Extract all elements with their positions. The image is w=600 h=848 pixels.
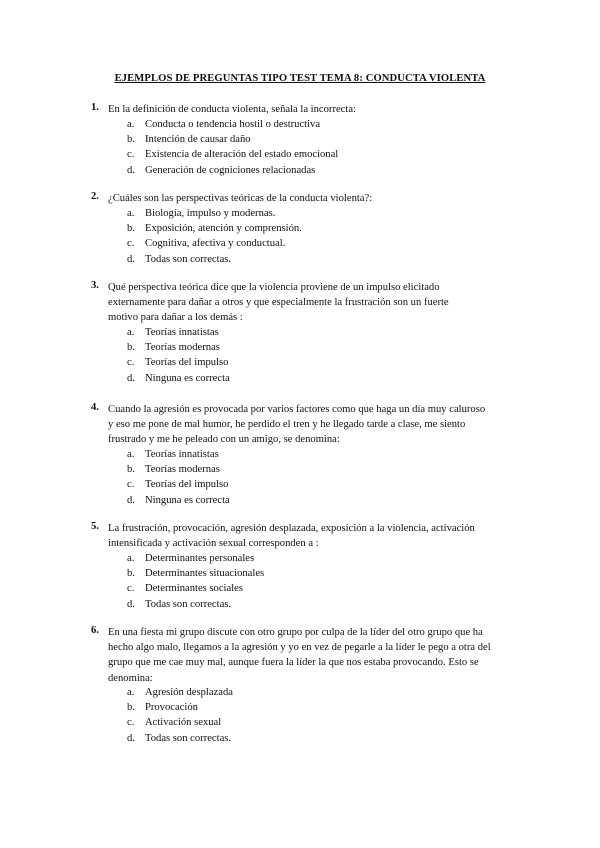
option-letter: c.	[127, 238, 135, 250]
option-text: Activación sexual	[145, 717, 222, 729]
question-text	[108, 625, 533, 686]
option-letter: b.	[127, 223, 135, 235]
question-text	[108, 402, 533, 448]
option-letter: a.	[127, 449, 135, 460]
question-line: y eso me pone de mal humor, he perdido el tren y he llegado tarde a clase, me siento	[108, 419, 466, 431]
option-letter: b.	[127, 464, 135, 476]
question-line: hecho algo malo, llegamos a la agresión y yo en vez de pegarle a la líder le pego a otra del	[108, 642, 491, 654]
question-text	[108, 280, 533, 326]
question-line: En la definición de conducta violenta, señala la incorrecta:	[108, 104, 356, 115]
option-letter: d.	[127, 732, 135, 744]
option-text: Determinantes personales	[145, 553, 255, 564]
option-letter: c.	[127, 149, 135, 161]
question-line: Qué perspectiva teórica dice que la violencia proviene de un impulso elicitado	[108, 282, 440, 293]
question-number: 6.	[91, 625, 99, 636]
option-text: Cognitiva, afectiva y conductual.	[145, 238, 286, 250]
question-line: grupo que me cae muy mal, aunque fuera la líder la que nos estaba provocando. Esto se	[108, 657, 479, 669]
question-line: La frustración, provocación, agresión desplazada, exposición a la violencia, activación	[108, 523, 475, 534]
option-text: Teorías del impulso	[145, 357, 229, 369]
question-number: 5.	[91, 521, 99, 532]
option-text: Exposición, atención y comprensión.	[145, 223, 302, 235]
option-letter: c.	[127, 479, 135, 491]
question-line: externamente para dañar a otros y que especialmente la frustración son un fuerte	[108, 297, 449, 309]
option-letter: a.	[127, 327, 135, 338]
question-line: ¿Cuáles son las perspectivas teóricas de la conducta violenta?:	[108, 193, 373, 204]
option-letter: d.	[127, 253, 135, 265]
option-text: Determinantes sociales	[145, 583, 243, 595]
option-letter: d.	[127, 494, 135, 506]
question-line: frustrado y me he peleado con un amigo, se denomina:	[108, 434, 340, 446]
option-text: Conducta o tendencia hostil o destructiva	[145, 119, 321, 130]
option-letter: a.	[127, 119, 135, 130]
option-text: Teorías del impulso	[145, 479, 229, 491]
question-number: 3.	[91, 280, 99, 291]
option-letter: c.	[127, 357, 135, 369]
option-text: Existencia de alteración del estado emocional	[145, 149, 339, 161]
option-text: Teorías modernas	[145, 464, 220, 476]
option-text: Todas son correctas.	[145, 598, 232, 610]
question-text	[108, 191, 533, 206]
option-letter: b.	[127, 568, 135, 580]
question-number: 2.	[91, 191, 99, 202]
option-letter: a.	[127, 553, 135, 564]
question-line: Cuando la agresión es provocada por varios factores como que haga un día muy caluroso	[108, 404, 486, 415]
document-title: EJEMPLOS DE PREGUNTAS TIPO TEST TEMA 8: CONDUCTA VIOLENTA	[114, 73, 486, 84]
question-number: 4.	[91, 402, 99, 413]
option-letter: c.	[127, 717, 135, 729]
question-line: motivo para dañar a los demás :	[108, 312, 243, 324]
option-text: Ninguna es correcta	[145, 494, 230, 506]
option-text: Teorías modernas	[145, 342, 220, 354]
option-letter: b.	[127, 134, 135, 146]
question-text	[108, 521, 533, 551]
option-letter: b.	[127, 702, 135, 714]
option-text: Provocación	[145, 702, 198, 714]
option-text: Ninguna es correcta	[145, 372, 230, 384]
option-letter: d.	[127, 372, 135, 384]
question-line: denomina:	[108, 672, 153, 684]
option-letter: d.	[127, 164, 135, 176]
option-letter: a.	[127, 208, 135, 219]
option-text: Teorías innatistas	[145, 327, 219, 338]
option-text: Teorías innatistas	[145, 449, 219, 460]
question-number: 1.	[91, 102, 99, 113]
option-text: Generación de cogniciones relacionadas	[145, 164, 316, 176]
option-letter: d.	[127, 598, 135, 610]
option-letter: b.	[127, 342, 135, 354]
option-letter: c.	[127, 583, 135, 595]
question-line: En una fiesta mi grupo discute con otro grupo por culpa de la líder del otro grupo que ha	[108, 627, 483, 638]
option-letter: a.	[127, 687, 135, 698]
option-text: Agresión desplazada	[145, 687, 233, 698]
option-text: Determinantes situacionales	[145, 568, 265, 580]
option-text: Intención de causar daño	[145, 134, 251, 146]
question-line: intensificada y activación sexual corresponden a :	[108, 538, 319, 550]
option-text: Biología, impulso y modernas.	[145, 208, 276, 219]
option-text: Todas son correctas.	[145, 253, 232, 265]
question-text	[108, 102, 533, 117]
option-text: Todas son correctas.	[145, 732, 232, 744]
